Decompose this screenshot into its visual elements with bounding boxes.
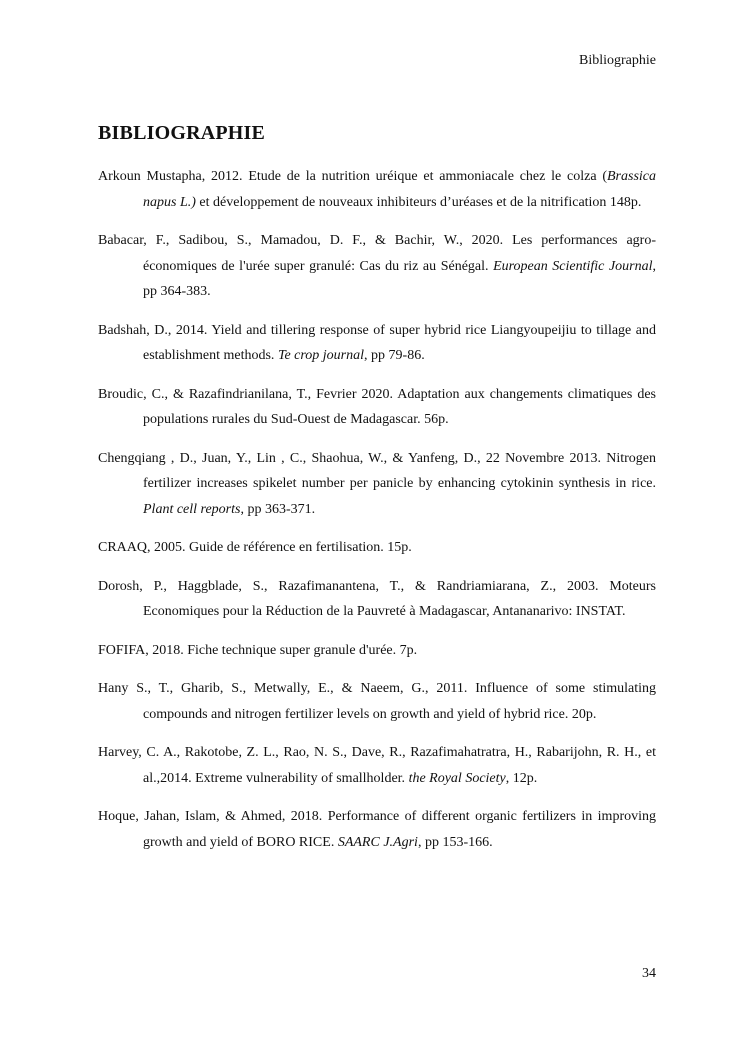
entry-text: Babacar, F., Sadibou, S., Mamadou, D. F., & Bachir, W., 2020. Les performances agro-économiques de l'urée super granulé: Cas du riz au Sénégal. (98, 233, 656, 274)
page-title: BIBLIOGRAPHIE (98, 122, 266, 144)
bibliography-entry (98, 740, 656, 791)
bibliography-list (98, 164, 656, 868)
entry-text: Broudic, C., & Razafindrianilana, T., Fevrier 2020. Adaptation aux changements climatiques des populations rurales du Sud-Ouest de Madagascar. 56p. (98, 386, 656, 427)
entry-text-end: , pp 363-371. (240, 501, 316, 517)
entry-italic-text: the Royal Society (408, 770, 506, 786)
bibliography-entry (98, 638, 656, 664)
entry-text: Dorosh, P., Haggblade, S., Razafimanantena, T., & Randriamiarana, Z., 2003. Moteurs Economiques pour la Réduction de la Pauvreté à Madagascar, Antananarivo: INSTAT. (98, 578, 656, 619)
entry-text: Badshah, D., 2014. Yield and tillering response of super hybrid rice Liangyoupeijiu to tillage and establishment methods. (98, 322, 656, 363)
entry-italic-text: Brassica napus L.) (143, 169, 656, 210)
entry-text-end: , pp 364-383. (143, 258, 656, 299)
bibliography-entry (98, 164, 656, 215)
entry-text-end: , pp 153-166. (417, 834, 493, 850)
entry-italic-text: Te crop journal (277, 348, 365, 363)
entry-text-end: et développement de nouveaux inhibiteurs d’uréases et de la nitrification 148p. (195, 194, 642, 210)
bibliography-entry (98, 804, 656, 855)
running-header: Bibliographie (579, 53, 656, 68)
bibliography-entry (98, 535, 656, 561)
bibliography-entry (98, 318, 656, 369)
entry-italic-text: European Scientific Journal (493, 258, 653, 274)
entry-text: Hany S., T., Gharib, S., Metwally, E., & Naeem, G., 2011. Influence of some stimulating compounds and nitrogen fertilizer levels on growth and yield of hybrid rice. 20p. (98, 681, 656, 722)
bibliography-entry (98, 676, 656, 727)
entry-text: Arkoun Mustapha, 2012. Etude de la nutrition uréique et ammoniacale chez le colza ( (98, 169, 607, 184)
entry-italic-text: SAARC J.Agri (337, 834, 418, 850)
bibliography-entry (98, 228, 656, 305)
entry-text: Hoque, Jahan, Islam, & Ahmed, 2018. Performance of different organic fertilizers in improving growth and yield of BORO RICE. (98, 809, 656, 850)
entry-text: Chengqiang , D., Juan, Y., Lin , C., Shaohua, W., & Yanfeng, D., 22 Novembre 2013. Nitrogen fertilizer increases spikelet number per panicle by enhancing cytokinin synthesis in rice. (98, 450, 656, 491)
entry-text: Harvey, C. A., Rakotobe, Z. L., Rao, N. S., Dave, R., Razafimahatratra, H., Rabarijohn, R. H., et al.,2014. Extreme vulnerability of smallholder. (98, 745, 656, 786)
bibliography-entry (98, 446, 656, 523)
entry-text: CRAAQ, 2005. Guide de référence en fertilisation. 15p. (98, 540, 412, 555)
entry-text: FOFIFA, 2018. Fiche technique super granule d'urée. 7p. (98, 642, 418, 658)
entry-text-end: , pp 79-86. (364, 348, 425, 363)
bibliography-entry (98, 574, 656, 625)
entry-text-end: , 12p. (505, 770, 538, 786)
entry-italic-text: Plant cell reports (143, 501, 241, 517)
bibliography-entry (98, 382, 656, 433)
page-number: 34 (642, 966, 656, 981)
